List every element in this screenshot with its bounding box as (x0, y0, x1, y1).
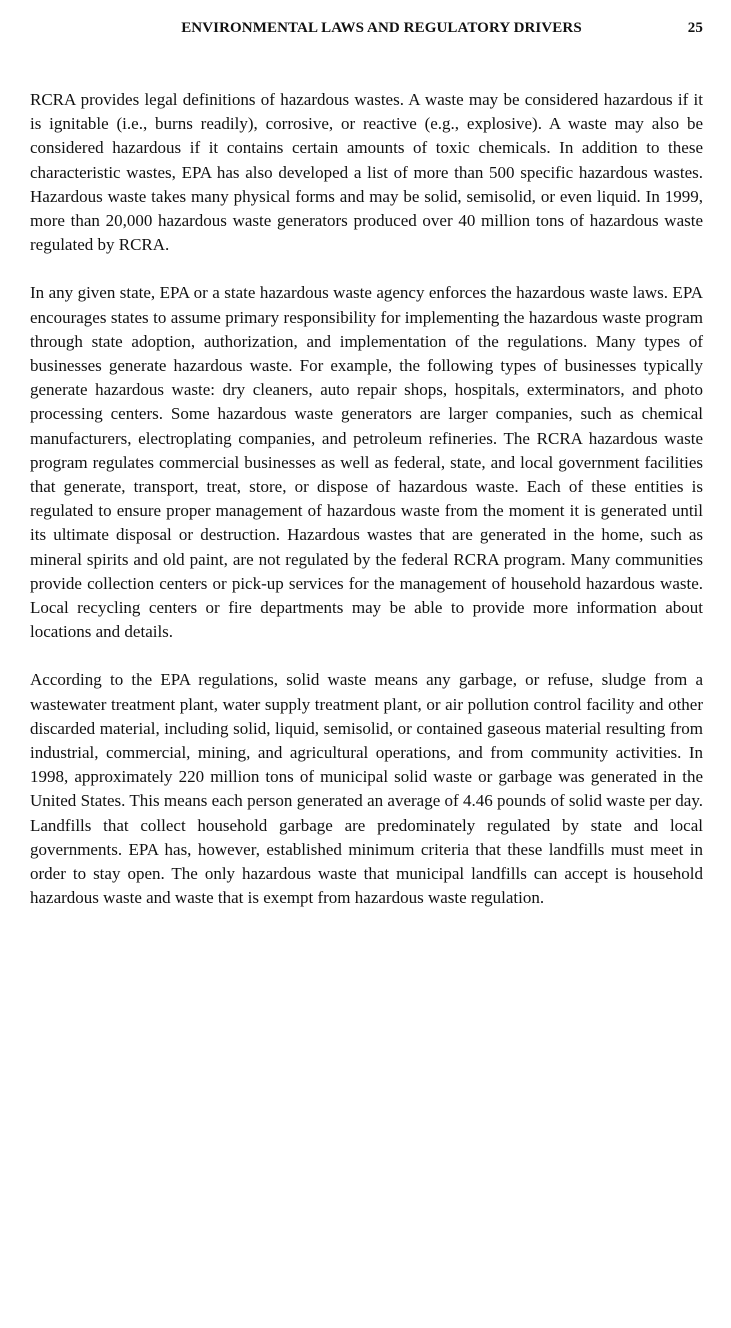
paragraph-rcra-definitions: RCRA provides legal definitions of hazardous wastes. A waste may be considered hazardous if it is ignitable (i.e., burns readily), corrosive, or reactive (e.g., explosive). A waste may also be considered hazardous if it contains certain amounts of toxic chemicals. In addition to these characteristic wastes, EPA has also developed a list of more than 500 specific hazardous wastes. Hazardous waste takes many physical forms and may be solid, semisolid, or even liquid. In 1999, more than 20,000 hazardous waste generators produced over 40 million tons of hazardous waste regulated by RCRA. (30, 90, 703, 255)
paragraph-solid-waste: According to the EPA regulations, solid waste means any garbage, or refuse, sludge from a wastewater treatment plant, water supply treatment plant, or air pollution control facility and other discarded material, including solid, liquid, semisolid, or contained gaseous material resulting from industrial, commercial, mining, and agricultural operations, and from community activities. In 1998, approximately 220 million tons of municipal solid waste or garbage was generated in the United States. This means each person generated an average of 4.46 pounds of solid waste per day. Landfills that collect household garbage are predominately regulated by state and local governments. EPA has, however, established minimum criteria that these landfills must meet in order to stay open. The only hazardous waste that municipal landfills can accept is household hazardous waste and waste that is exempt from hazardous waste regulation. (30, 670, 703, 908)
running-header-title: ENVIRONMENTAL LAWS AND REGULATORY DRIVERS (181, 20, 582, 36)
document-page (30, 20, 703, 935)
body-text (30, 88, 703, 911)
paragraph-state-enforcement: In any given state, EPA or a state hazardous waste agency enforces the hazardous waste laws. EPA encourages states to assume primary responsibility for implementing the hazardous waste program through state adoption, authorization, and implementation of the regulations. Many types of businesses generate hazardous waste. For example, the following types of businesses typically generate hazardous waste: dry cleaners, auto repair shops, hospitals, exterminators, and photo processing centers. Some hazardous waste generators are larger companies, such as chemical manufacturers, electroplating companies, and petroleum refineries. The RCRA hazardous waste program regulates commercial businesses as well as federal, state, and local government facilities that generate, transport, treat, store, or dispose of hazardous waste. Each of these entities is regulated to ensure proper management of hazardous waste from the moment it is generated until its ultimate disposal or destruction. Hazardous wastes that are generated in the home, such as mineral spirits and old paint, are not regulated by the federal RCRA program. Many communities provide collection centers or pick-up services for the management of household hazardous waste. Local recycling centers or fire departments may be able to provide more information about locations and details. (30, 283, 703, 642)
page-number: 25 (687, 20, 703, 36)
running-header (30, 20, 703, 44)
